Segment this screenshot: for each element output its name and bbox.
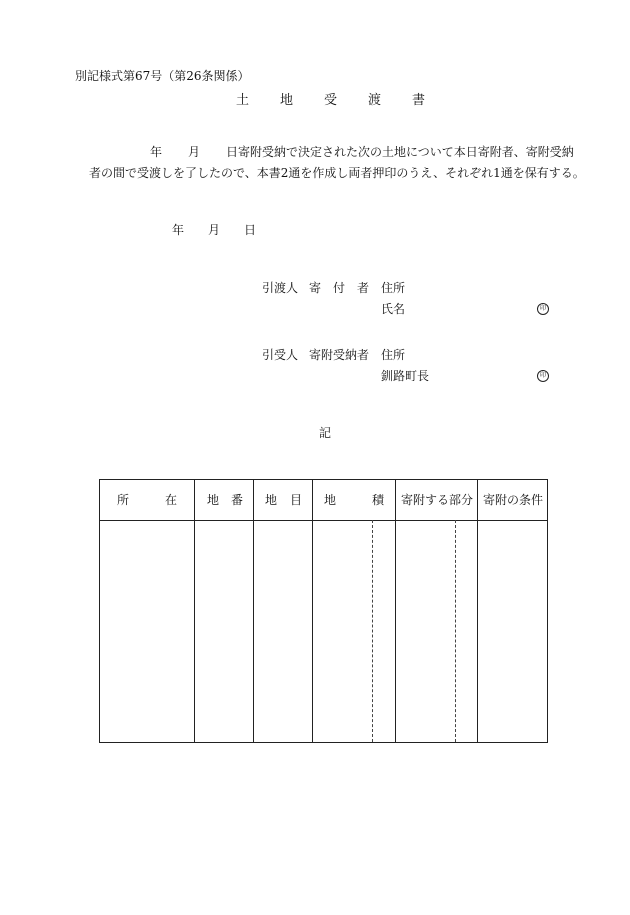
- transferee-name-label: 釧路町長: [381, 369, 430, 383]
- header-area-a: 地: [324, 493, 337, 507]
- header-land-category-a: 地: [265, 493, 278, 507]
- header-conditions: 寄附の条件: [483, 493, 544, 507]
- transferor-seal-mark: 印: [537, 303, 549, 315]
- table-column-divider: [395, 480, 396, 742]
- land-table: [99, 479, 548, 743]
- header-area-b: 積: [372, 493, 385, 507]
- table-column-divider: [477, 480, 478, 742]
- header-lot-number: 地 番: [207, 493, 244, 507]
- date-day: 日: [244, 223, 257, 237]
- header-location-b: 在: [165, 493, 178, 507]
- donated-part-decimal-divider: [455, 520, 456, 742]
- date-year: 年: [172, 223, 185, 237]
- title-char: 土: [236, 93, 250, 108]
- title-char: 渡: [368, 93, 382, 108]
- table-column-divider: [253, 480, 254, 742]
- transferor-party: 寄 付 者: [309, 281, 370, 295]
- body-line-1-text: 日寄附受納で決定された次の土地について本日寄附者、寄附受納: [226, 145, 574, 159]
- table-header-divider: [100, 520, 547, 521]
- title-char: 受: [324, 93, 338, 108]
- transferee-party: 寄附受納者: [309, 348, 370, 362]
- area-decimal-divider: [372, 520, 373, 742]
- transferee-address-label: 住所: [381, 348, 406, 362]
- body-year: 年: [150, 145, 163, 159]
- transferor-name-label: 氏名: [381, 302, 406, 316]
- transferee-row: [262, 348, 369, 362]
- header-donated-part: 寄附する部分: [401, 493, 474, 507]
- ki-heading: 記: [319, 426, 332, 440]
- transferor-row: [262, 281, 369, 295]
- header-land-category-b: 目: [290, 493, 303, 507]
- title-char: 書: [412, 93, 426, 108]
- form-number: 別記様式第67号（第26条関係）: [75, 69, 250, 83]
- document-title: [236, 94, 425, 108]
- table-column-divider: [312, 480, 313, 742]
- transferor-address-label: 住所: [381, 281, 406, 295]
- table-column-divider: [194, 480, 195, 742]
- body-line-2: 者の間で受渡しを了したので、本書2通を作成し両者押印のうえ、それぞれ1通を保有する。: [89, 166, 585, 180]
- header-location-a: 所: [117, 493, 130, 507]
- body-month: 月: [188, 145, 201, 159]
- title-char: 地: [280, 93, 294, 108]
- body-line-1: [150, 145, 574, 159]
- date-month: 月: [208, 223, 221, 237]
- transferee-seal-mark: 印: [537, 370, 549, 382]
- transferee-role: 引受人: [262, 348, 299, 362]
- transferor-role: 引渡人: [262, 281, 299, 295]
- date-line: [172, 223, 256, 237]
